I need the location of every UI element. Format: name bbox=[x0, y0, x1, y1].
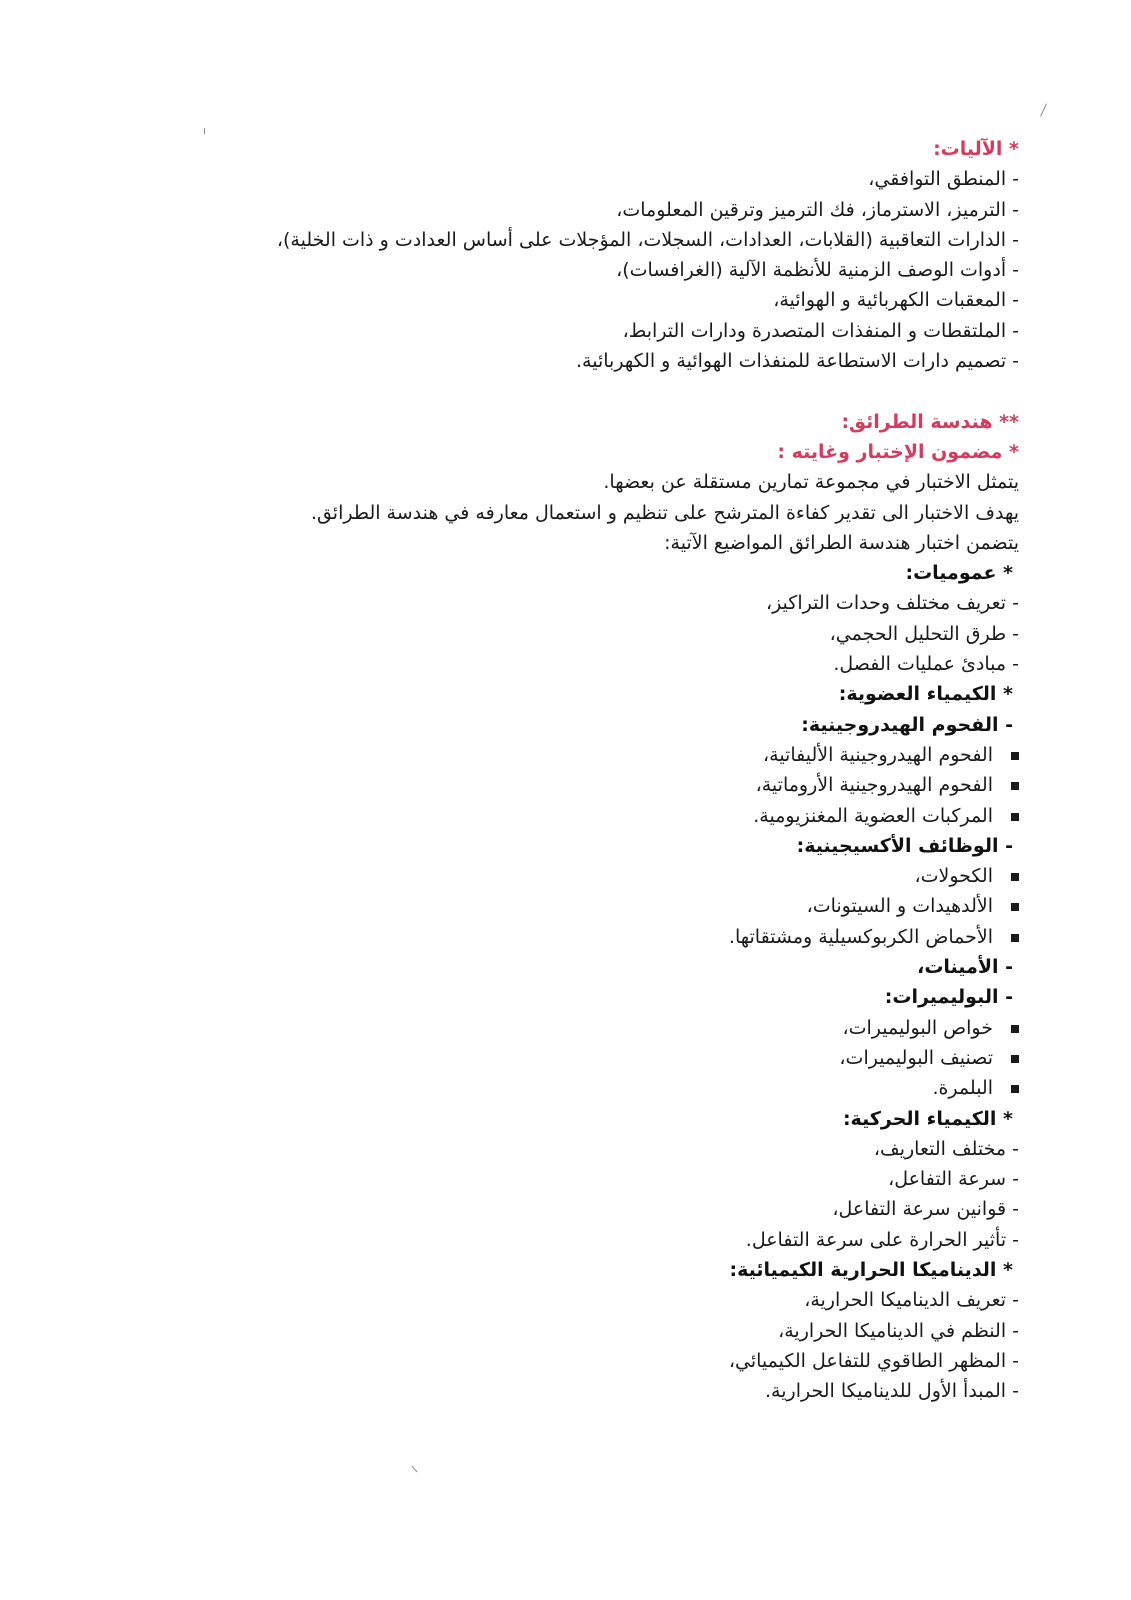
bullet-item bbox=[219, 770, 1019, 800]
bullet-item bbox=[219, 861, 1019, 891]
square-bullet-icon bbox=[1011, 903, 1019, 911]
bullet-text: الكحولات، bbox=[914, 865, 993, 888]
spacer bbox=[219, 376, 1019, 406]
list-item: - قوانين سرعة التفاعل، bbox=[832, 1198, 1019, 1221]
list-item: - الترميز، الاسترماز، فك الترميز وترقين المعلومات، bbox=[616, 198, 1019, 221]
square-bullet-icon bbox=[1011, 1025, 1019, 1033]
bullet-item bbox=[219, 1043, 1019, 1073]
bullet-text: المركبات العضوية المغنزيومية. bbox=[753, 804, 993, 827]
square-bullet-icon bbox=[1011, 782, 1019, 790]
topic-heading-oxygen-functions: - الوظائف الأكسيجينية: bbox=[796, 834, 1013, 857]
subsection-heading-generalities: * عموميات: bbox=[905, 562, 1013, 585]
section-heading-mechanisms: * الآليات: bbox=[933, 138, 1019, 160]
square-bullet-icon bbox=[1011, 1055, 1019, 1063]
bullet-item bbox=[219, 740, 1019, 770]
bullet-text: الألدهيدات و السيتونات، bbox=[806, 895, 993, 918]
bullet-text: البلمرة. bbox=[932, 1077, 993, 1100]
bullet-text: الفحوم الهيدروجينية الأليفاتية، bbox=[763, 743, 993, 766]
list-item: - تأثير الحرارة على سرعة التفاعل. bbox=[745, 1228, 1019, 1251]
list-item: - الدارات التعاقبية (القلابات، العدادات، السجلات، المؤجلات على أساس العدادت و ذات الخلية)، bbox=[276, 228, 1019, 251]
paragraph: يتمثل الاختبار في مجموعة تمارين مستقلة عن بعضها. bbox=[603, 471, 1019, 494]
scan-mark bbox=[204, 128, 205, 134]
bullet-item bbox=[219, 801, 1019, 831]
subsection-heading-organic-chemistry: * الكيمياء العضوية: bbox=[838, 683, 1013, 706]
list-item: - المنطق التوافقي، bbox=[868, 168, 1019, 191]
list-item: - النظم في الديناميكا الحرارية، bbox=[778, 1319, 1019, 1342]
document-body bbox=[219, 134, 1019, 1406]
square-bullet-icon bbox=[1011, 752, 1019, 760]
bullet-item bbox=[219, 922, 1019, 952]
bullet-text: تصنيف البوليميرات، bbox=[839, 1046, 993, 1069]
section-heading-test-content: * مضمون الإختبار وغايته : bbox=[777, 440, 1019, 463]
list-item: - الملتقطات و المنفذات المتصدرة ودارات الترابط، bbox=[622, 319, 1019, 342]
list-item: - أدوات الوصف الزمنية للأنظمة الآلية (الغرافسات)، bbox=[616, 259, 1019, 282]
topic-heading-polymers: - البوليميرات: bbox=[884, 986, 1013, 1009]
list-item: - المعقبات الكهربائية و الهوائية، bbox=[773, 289, 1019, 312]
paragraph: يتضمن اختبار هندسة الطرائق المواضيع الآتية: bbox=[664, 531, 1019, 554]
bullet-text: الأحماض الكربوكسيلية ومشتقاتها. bbox=[728, 925, 993, 948]
list-item: - تعريف مختلف وحدات التراكيز، bbox=[765, 592, 1019, 615]
scan-mark bbox=[412, 1466, 418, 1473]
subsection-heading-thermodynamics: * الديناميكا الحرارية الكيميائية: bbox=[729, 1258, 1013, 1281]
list-item: - تعريف الديناميكا الحرارية، bbox=[804, 1289, 1019, 1312]
topic-heading-hydrocarbons: - الفحوم الهيدروجينية: bbox=[801, 713, 1013, 736]
list-item: - المظهر الطاقوي للتفاعل الكيميائي، bbox=[728, 1349, 1019, 1372]
list-item: - تصميم دارات الاستطاعة للمنفذات الهوائية و الكهربائية. bbox=[576, 350, 1019, 373]
list-item: - مختلف التعاريف، bbox=[873, 1137, 1019, 1160]
list-item: - طرق التحليل الحجمي، bbox=[829, 622, 1019, 645]
bullet-text: الفحوم الهيدروجينية الأروماتية، bbox=[755, 774, 993, 797]
scan-mark bbox=[1040, 103, 1047, 116]
bullet-item bbox=[219, 1073, 1019, 1103]
subsection-heading-kinetics: * الكيمياء الحركية: bbox=[842, 1107, 1013, 1130]
section-heading-process-engineering: ** هندسة الطرائق: bbox=[841, 410, 1019, 433]
square-bullet-icon bbox=[1011, 813, 1019, 821]
list-item: - سرعة التفاعل، bbox=[888, 1168, 1019, 1191]
square-bullet-icon bbox=[1011, 873, 1019, 881]
square-bullet-icon bbox=[1011, 1085, 1019, 1093]
list-item: - المبدأ الأول للديناميكا الحرارية. bbox=[765, 1380, 1019, 1403]
list-item: - مبادئ عمليات الفصل. bbox=[833, 653, 1019, 676]
bullet-item bbox=[219, 1013, 1019, 1043]
bullet-item bbox=[219, 891, 1019, 921]
topic-heading-amines: - الأمينات، bbox=[917, 956, 1013, 979]
bullet-text: خواص البوليميرات، bbox=[842, 1016, 993, 1039]
paragraph: يهدف الاختبار الى تقدير كفاءة المترشح على تنظيم و استعمال معارفه في هندسة الطرائق. bbox=[310, 501, 1019, 524]
square-bullet-icon bbox=[1011, 934, 1019, 942]
